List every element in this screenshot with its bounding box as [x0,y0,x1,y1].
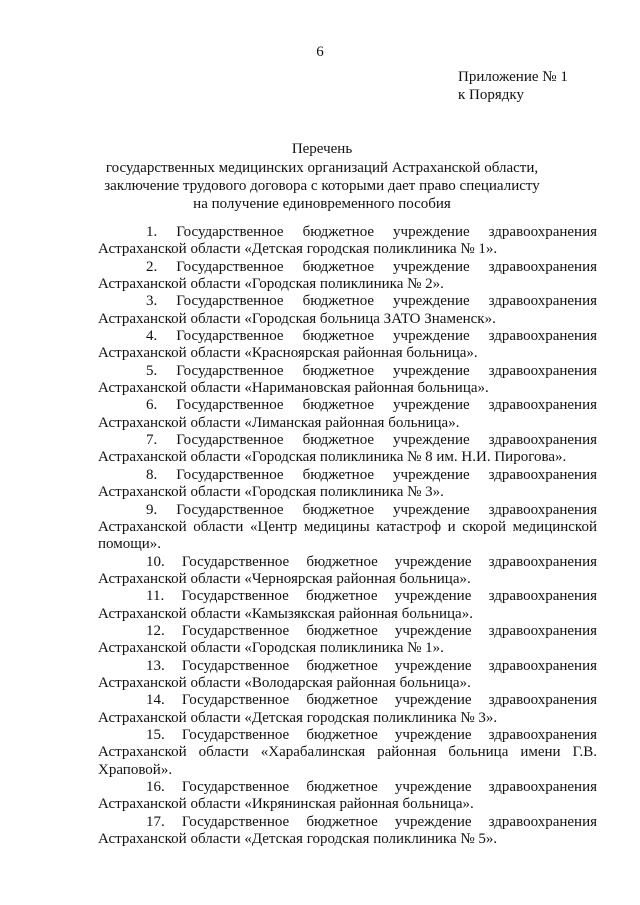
list-item: 8. Государственное бюджетное учреждение здравоохранения Астраханской области «Городская поликлиника № 3». [98,466,597,501]
list-item: 10. Государственное бюджетное учреждение здравоохранения Астраханской области «Черноярская районная больница». [98,553,597,587]
appendix-reference [458,68,568,104]
list-item: 11. Государственное бюджетное учреждение здравоохранения Астраханской области «Камызякская районная больница». [98,588,597,622]
list-item: 3. Государственное бюджетное учреждение здравоохранения Астраханской области «Городская больница ЗАТО Знаменск». [98,293,597,327]
title-subtitle: государственных медицинских организаций Астраханской области, заключение трудового договора с которыми дает право специалисту на получение единовременного пособия [104,160,540,212]
list-item: 4. Государственное бюджетное учреждение здравоохранения Астраханской области «Красноярская районная больница». [98,328,597,362]
appendix-line-2: к Порядку [458,87,524,103]
list-item: 9. Государственное бюджетное учреждение здравоохранения Астраханской области «Центр медицины катастроф и скорой медицинской помощи». [98,501,597,553]
appendix-line-1: Приложение № 1 [458,69,568,85]
list-item: 16. Государственное бюджетное учреждение здравоохранения Астраханской области «Икрянинская районная больница». [98,779,597,813]
list-item: 14. Государственное бюджетное учреждение здравоохранения Астраханской области «Детская городская поликлиника № 3». [98,692,597,726]
list-item: 15. Государственное бюджетное учреждение здравоохранения Астраханской области «Харабалинская районная больница имени Г.В. Храповой». [98,726,597,778]
list-item: 12. Государственное бюджетное учреждение здравоохранения Астраханской области «Городская поликлиника № 1». [98,622,597,657]
list-item: 1. Государственное бюджетное учреждение здравоохранения Астраханской области «Детская городская поликлиника № 1». [98,224,597,258]
list-item: 5. Государственное бюджетное учреждение здравоохранения Астраханской области «Наримановская районная больница». [98,362,597,397]
list-item: 2. Государственное бюджетное учреждение здравоохранения Астраханской области «Городская поликлиника № 2». [98,258,597,293]
list-item: 17. Государственное бюджетное учреждение здравоохранения Астраханской области «Детская городская поликлиника № 5». [98,813,597,848]
organization-list [98,224,597,848]
list-item: 7. Государственное бюджетное учреждение здравоохранения Астраханской области «Городская поликлиника № 8 им. Н.И. Пирогова». [98,432,597,466]
list-item: 6. Государственное бюджетное учреждение здравоохранения Астраханской области «Лиманская районная больница». [98,397,597,431]
title-heading: Перечень [291,141,353,157]
list-item: 13. Государственное бюджетное учреждение здравоохранения Астраханской области «Володарская районная больница». [98,657,597,691]
page-number: 6 [316,44,324,60]
document-title [96,140,548,213]
